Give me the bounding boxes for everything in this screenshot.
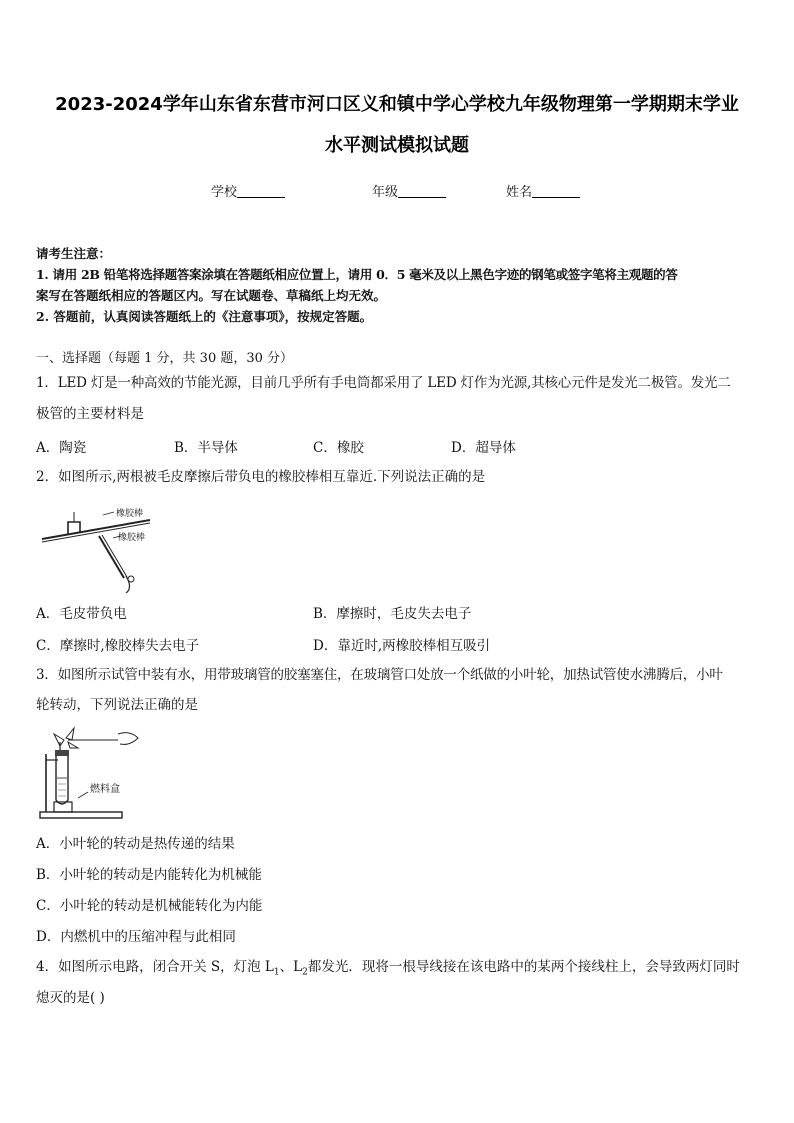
section-heading: 一、选择题（每题 1 分，共 30 题，30 分） <box>36 351 294 366</box>
question-2-text: 2．如图所示,两根被毛皮摩擦后带负电的橡胶棒相互靠近.下列说法正确的是 <box>36 469 486 485</box>
q1-option-b[interactable]: B．半导体 <box>174 440 238 456</box>
rod-label-2: 橡胶棒 <box>118 533 146 543</box>
q4-text-a: 4．如图所示电路，闭合开关 S，灯泡 L <box>36 959 274 975</box>
name-blank <box>532 184 580 198</box>
grade-blank <box>398 184 446 198</box>
notice-item-1-cont: 案写在答题纸相应的答题区内。写在试题卷、草稿纸上均无效。 <box>36 288 387 303</box>
school-field <box>211 181 285 200</box>
test-tube-figure <box>38 726 153 824</box>
school-label: 学校 <box>211 185 238 200</box>
notice-heading: 请考生注意： <box>36 246 112 261</box>
name-label: 姓名 <box>506 185 533 200</box>
rod-label-1: 橡胶棒 <box>116 509 144 519</box>
q4-sub-2: 2 <box>302 967 308 978</box>
q3-option-c[interactable]: C．小叶轮的转动是机械能转化为内能 <box>36 898 263 914</box>
question-4-text-cont: 熄灭的是( ) <box>36 990 105 1006</box>
question-3-text: 3．如图所示试管中装有水，用带玻璃管的胶塞塞住，在玻璃管口处放一个纸做的小叶轮，加热试管使水沸腾后，小叶 <box>36 667 723 683</box>
name-field <box>506 181 580 200</box>
notice-item-2: 2. 答题前，认真阅读答题纸上的《注意事项》，按规定答题。 <box>36 309 373 324</box>
question-1-text-cont: 极管的主要材料是 <box>36 406 144 422</box>
page-title-line2: 水平测试模拟试题 <box>325 135 469 156</box>
q1-option-d[interactable]: D．超导体 <box>451 440 516 456</box>
q3-option-b[interactable]: B．小叶轮的转动是内能转化为机械能 <box>36 867 262 883</box>
page-title: 2023-2024学年山东省东营市河口区义和镇中学心学校九年级物理第一学期期末学业 <box>55 94 739 115</box>
fuel-box-label: 燃料盒 <box>90 784 120 795</box>
q2-option-b[interactable]: B．摩擦时，毛皮失去电子 <box>313 606 472 622</box>
grade-field <box>372 181 446 200</box>
q1-option-a[interactable]: A．陶瓷 <box>36 440 87 456</box>
q3-option-d[interactable]: D．内燃机中的压缩冲程与此相同 <box>36 929 236 945</box>
school-blank <box>237 184 285 198</box>
q3-option-a[interactable]: A．小叶轮的转动是热传递的结果 <box>36 836 235 852</box>
q4-text-c: 都发光．现将一根导线接在该电路中的某两个接线柱上，会导致两灯同时 <box>307 959 740 975</box>
q2-option-d[interactable]: D．靠近时,两橡胶棒相互吸引 <box>313 638 491 654</box>
notice-item-1: 1. 请用 2B 铅笔将选择题答案涂填在答题纸相应位置上，请用 0．5 毫米及以上黑色字迹的钢笔或签字笔将主观题的答 <box>36 267 678 282</box>
q1-option-c[interactable]: C．橡胶 <box>313 440 364 456</box>
q2-option-c[interactable]: C．摩擦时,橡胶棒失去电子 <box>36 638 200 654</box>
q4-sub-1: 1 <box>273 967 280 978</box>
question-3-text-cont: 轮转动，下列说法正确的是 <box>36 697 198 713</box>
q2-option-a[interactable]: A．毛皮带负电 <box>36 606 127 622</box>
grade-label: 年级 <box>372 185 399 200</box>
q4-text-b: 、L <box>279 959 303 975</box>
rubber-rods-figure <box>38 498 158 593</box>
question-1-text: 1．LED 灯是一种高效的节能光源，目前几乎所有手电筒都采用了 LED 灯作为光源,其核心元件是发光二极管。发光二 <box>36 375 731 391</box>
